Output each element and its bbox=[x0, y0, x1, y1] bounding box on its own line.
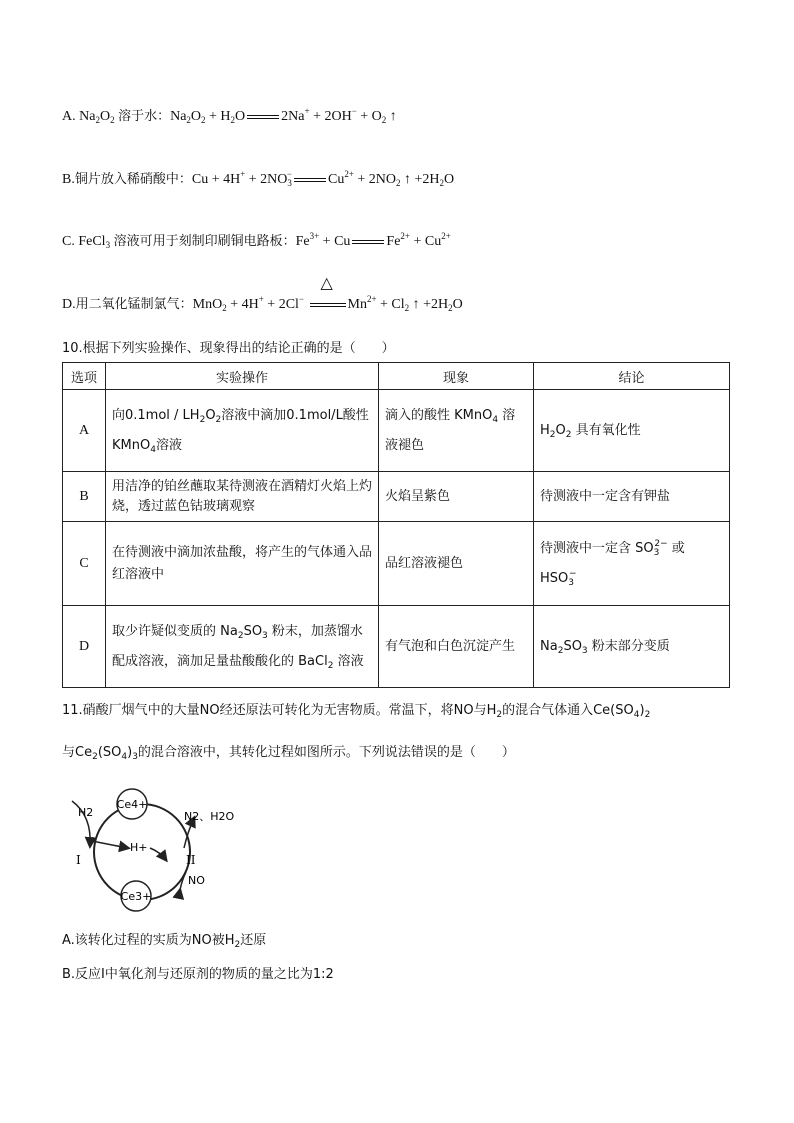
header-conclusion: 结论 bbox=[534, 363, 730, 390]
row-phenomenon: 滴入的酸性 KMnO$_4$ 溶 液褪色 bbox=[379, 390, 534, 472]
row-operation: 在待测液中滴加浓盐酸，将产生的气体通入品红溶液中 bbox=[106, 522, 379, 606]
q11-option-b: B.反应Ⅰ中氧化剂与还原剂的物质的量之比为1:2 bbox=[62, 967, 334, 982]
header-option: 选项 bbox=[63, 363, 106, 390]
row-option: A bbox=[63, 390, 106, 472]
q9-option-a: A. $Na_2O_2$ 溶于水：$Na_2O_2 + H_2O$ $2Na^+ + 2OH^- + O_2$ ↑ bbox=[62, 106, 397, 125]
header-operation: 实验操作 bbox=[106, 363, 379, 390]
row-operation: 取少许疑似变质的 $Na_2SO_3$ 粉末，加蒸馏水 配成溶液，滴加足量盐酸酸化的 BaCl$_2$ 溶液 bbox=[106, 606, 379, 688]
header-phenomenon: 现象 bbox=[379, 363, 534, 390]
step-ii-label: II bbox=[186, 853, 196, 867]
equals-arrow bbox=[294, 175, 326, 185]
products-label: N2、H2O bbox=[184, 810, 235, 823]
ce3-label: Ce3+ bbox=[120, 890, 152, 903]
h-plus-arrow bbox=[92, 841, 128, 848]
row-operation: 向$0.1mol / LH_2O_2$溶液中滴加0.1mol/L酸性 KMnO$_4$溶液 bbox=[106, 390, 379, 472]
equals-arrow bbox=[352, 237, 384, 247]
row-phenomenon: 品红溶液褪色 bbox=[379, 522, 534, 606]
ce4-label: Ce4+ bbox=[116, 798, 148, 811]
q11-stem-line1: 11.硝酸厂烟气中的大量NO经还原法可转化为无害物质。常温下，将NO与$H_2$的混合气体通入$Ce(SO_4)_2$ bbox=[62, 703, 651, 720]
q9-option-c: C. FeCl$_3$ 溶液可用于刻制印刷铜电路板：$Fe^{3+} + Cu$ $Fe^{2+} + Cu^{2+}$ bbox=[62, 231, 451, 250]
row-conclusion: $Na_2SO_3$ 粉末部分变质 bbox=[534, 606, 730, 688]
q9-option-d: D.用二氧化锰制氯气：MnO$_2$ + 4H+ + 2Cl− △ $Mn^{2+} + Cl_2$ ↑ $+2H_2O$ bbox=[62, 272, 463, 313]
row-conclusion: 待测液中一定含有钾盐 bbox=[534, 472, 730, 522]
conversion-cycle-diagram bbox=[62, 786, 252, 916]
row-phenomenon: 有气泡和白色沉淀产生 bbox=[379, 606, 534, 688]
row-option: B bbox=[63, 472, 106, 522]
h2-label: H2 bbox=[78, 806, 94, 819]
equals-arrow bbox=[247, 112, 279, 122]
q10-table bbox=[62, 362, 730, 688]
q10-stem: 10.根据下列实验操作、现象得出的结论正确的是（ ） bbox=[62, 341, 395, 356]
row-option: C bbox=[63, 522, 106, 606]
table-row bbox=[63, 606, 730, 688]
table-row bbox=[63, 390, 730, 472]
h-plus-label: H+ bbox=[130, 841, 148, 854]
q9-option-b: B.铜片放入稀硝酸中：$Cu + 4H^+ + 2NO_3^-$ $Cu^{2+} + 2NO_2$ ↑ $+2H_2O$ bbox=[62, 169, 455, 188]
row-conclusion: $H_2O_2$ 具有氧化性 bbox=[534, 390, 730, 472]
q11-option-a: A.该转化过程的实质为NO被$H_2$还原 bbox=[62, 933, 267, 950]
row-conclusion: 待测液中一定含 $SO_3^{2-}$ 或 $HSO_3^-$ bbox=[534, 522, 730, 606]
heating-arrow bbox=[310, 272, 346, 310]
row-option: D bbox=[63, 606, 106, 688]
row-phenomenon: 火焰呈紫色 bbox=[379, 472, 534, 522]
table-header-row bbox=[63, 363, 730, 390]
table-row bbox=[63, 472, 730, 522]
row-operation: 用洁净的铂丝蘸取某待测液在酒精灯火焰上灼烧，透过蓝色钴玻璃观察 bbox=[106, 472, 379, 522]
no-label: NO bbox=[188, 874, 205, 887]
q11-stem-line2: 与$Ce_2(SO_4)_3$的混合溶液中，其转化过程如图所示。下列说法错误的是（ ） bbox=[62, 745, 515, 762]
heating-condition: △ bbox=[320, 272, 333, 292]
step-i-label: I bbox=[76, 853, 81, 867]
table-row bbox=[63, 522, 730, 606]
h-plus-to-ii-arrow bbox=[150, 848, 166, 860]
